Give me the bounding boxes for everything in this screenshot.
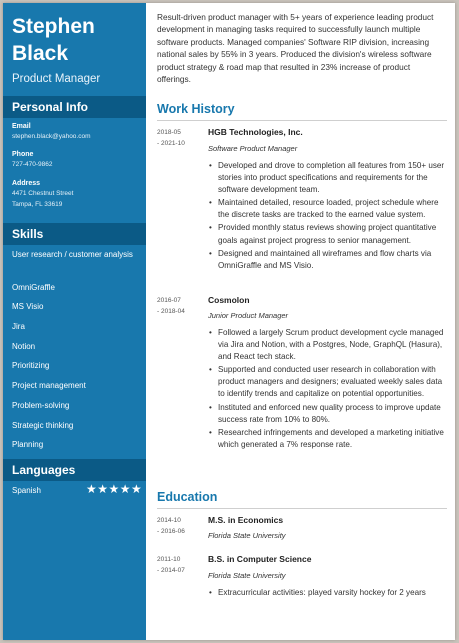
language-rating-stars-icon: ★★★★★: [86, 482, 143, 496]
skill-item: Project management: [12, 381, 86, 390]
sidebar: [3, 3, 146, 640]
education-date-end: - 2016-06: [157, 528, 185, 535]
job-role: Software Product Manager: [208, 144, 298, 153]
education-date-end: - 2014-07: [157, 567, 185, 574]
work-history-heading: Work History: [157, 102, 235, 116]
job-bullet-list: [208, 160, 448, 273]
job-bullet: • Designed and maintained all wireframes and flow charts via OmniGraffle and MS Visio.: [208, 248, 448, 272]
education-dates: [157, 515, 205, 537]
skill-item: Planning: [12, 440, 44, 449]
job-bullet: • Developed and drove to completion all features from 150+ user stories into product specifications and requirements for the software development team.: [208, 160, 448, 196]
skill-item: Prioritizing: [12, 361, 50, 370]
skill-item: User research / customer analysis: [12, 250, 133, 259]
job-date-start: 2018-05: [157, 129, 181, 136]
job-bullet: • Followed a largely Scrum product development cycle managed via Jira and Notion, with a Postgres, Node, GraphQL (Hasura), and React tech stack.: [208, 327, 448, 363]
education-school: Florida State University: [208, 531, 286, 540]
job-title: Product Manager: [12, 73, 101, 85]
address-label: Address: [12, 180, 41, 187]
job-bullet: • Maintained detailed, resource loaded, project schedule where the discrete tasks are tracked to the earned value system.: [208, 197, 448, 221]
job-date-end: - 2018-04: [157, 308, 185, 315]
skills-heading: Skills: [3, 223, 146, 245]
address-line-1: 4471 Chestnut Street: [12, 190, 74, 197]
education-date-start: 2011-10: [157, 556, 181, 563]
skill-item: OmniGraffle: [12, 283, 55, 292]
email-value[interactable]: stephen.black@yahoo.com: [12, 133, 91, 140]
job-bullet-list: [208, 327, 448, 452]
education-degree: B.S. in Computer Science: [208, 554, 312, 564]
resume-page: [3, 3, 455, 640]
job-company: Cosmolon: [208, 295, 250, 305]
skill-item: Strategic thinking: [12, 421, 74, 430]
education-bullet-list: [208, 587, 448, 600]
education-school: Florida State University: [208, 571, 286, 580]
job-company: HGB Technologies, Inc.: [208, 127, 303, 137]
section-divider: [157, 120, 447, 121]
education-heading: Education: [157, 490, 218, 504]
languages-heading: Languages: [3, 459, 146, 481]
job-date-end: - 2021-10: [157, 140, 185, 147]
education-degree: M.S. in Economics: [208, 515, 284, 525]
professional-summary: Result-driven product manager with 5+ years of experience leading product development in managing tasks required to successfully launch multiple software products. Managed companies' Software RIP division, increasing national sales by 55% in 3 years. Produced the division's wireless software product strategy & road map that resulted in 23% increase of product offerings.: [157, 12, 434, 85]
email-label: Email: [12, 123, 31, 130]
last-name: Black: [12, 42, 69, 65]
person-name: [12, 13, 95, 67]
skill-item: Problem-solving: [12, 401, 70, 410]
address-line-2: Tampa, FL 33619: [12, 201, 63, 208]
job-bullet: • Instituted and enforced new quality process to improve update success rate from 10% to 80%.: [208, 402, 448, 426]
job-bullet: • Supported and conducted user research in collaboration with product managers and designers; evaluated weekly sales data to identify trends and capitalize on potential opportunities.: [208, 364, 448, 400]
phone-label: Phone: [12, 151, 34, 158]
education-date-start: 2014-10: [157, 517, 181, 524]
phone-value: 727-470-9862: [12, 161, 53, 168]
job-dates: [157, 295, 205, 317]
job-bullet: • Provided monthly status reviews showing project quantitative goals against project progress to senior management.: [208, 222, 448, 246]
skill-item: Notion: [12, 342, 36, 351]
first-name: Stephen: [12, 15, 95, 38]
personal-info-heading: Personal Info: [3, 96, 146, 118]
education-dates: [157, 554, 205, 576]
skill-item: MS Visio: [12, 302, 44, 311]
skill-item: Jira: [12, 322, 25, 331]
section-divider: [157, 508, 447, 509]
job-dates: [157, 127, 205, 149]
job-bullet: • Researched infringements and developed a marketing initiative which generated a 7% response rate.: [208, 427, 448, 451]
job-date-start: 2016-07: [157, 297, 181, 304]
language-name: Spanish: [12, 486, 41, 495]
education-bullet: • Extracurricular activities: played varsity hockey for 2 years: [208, 587, 448, 599]
job-role: Junior Product Manager: [208, 311, 289, 320]
